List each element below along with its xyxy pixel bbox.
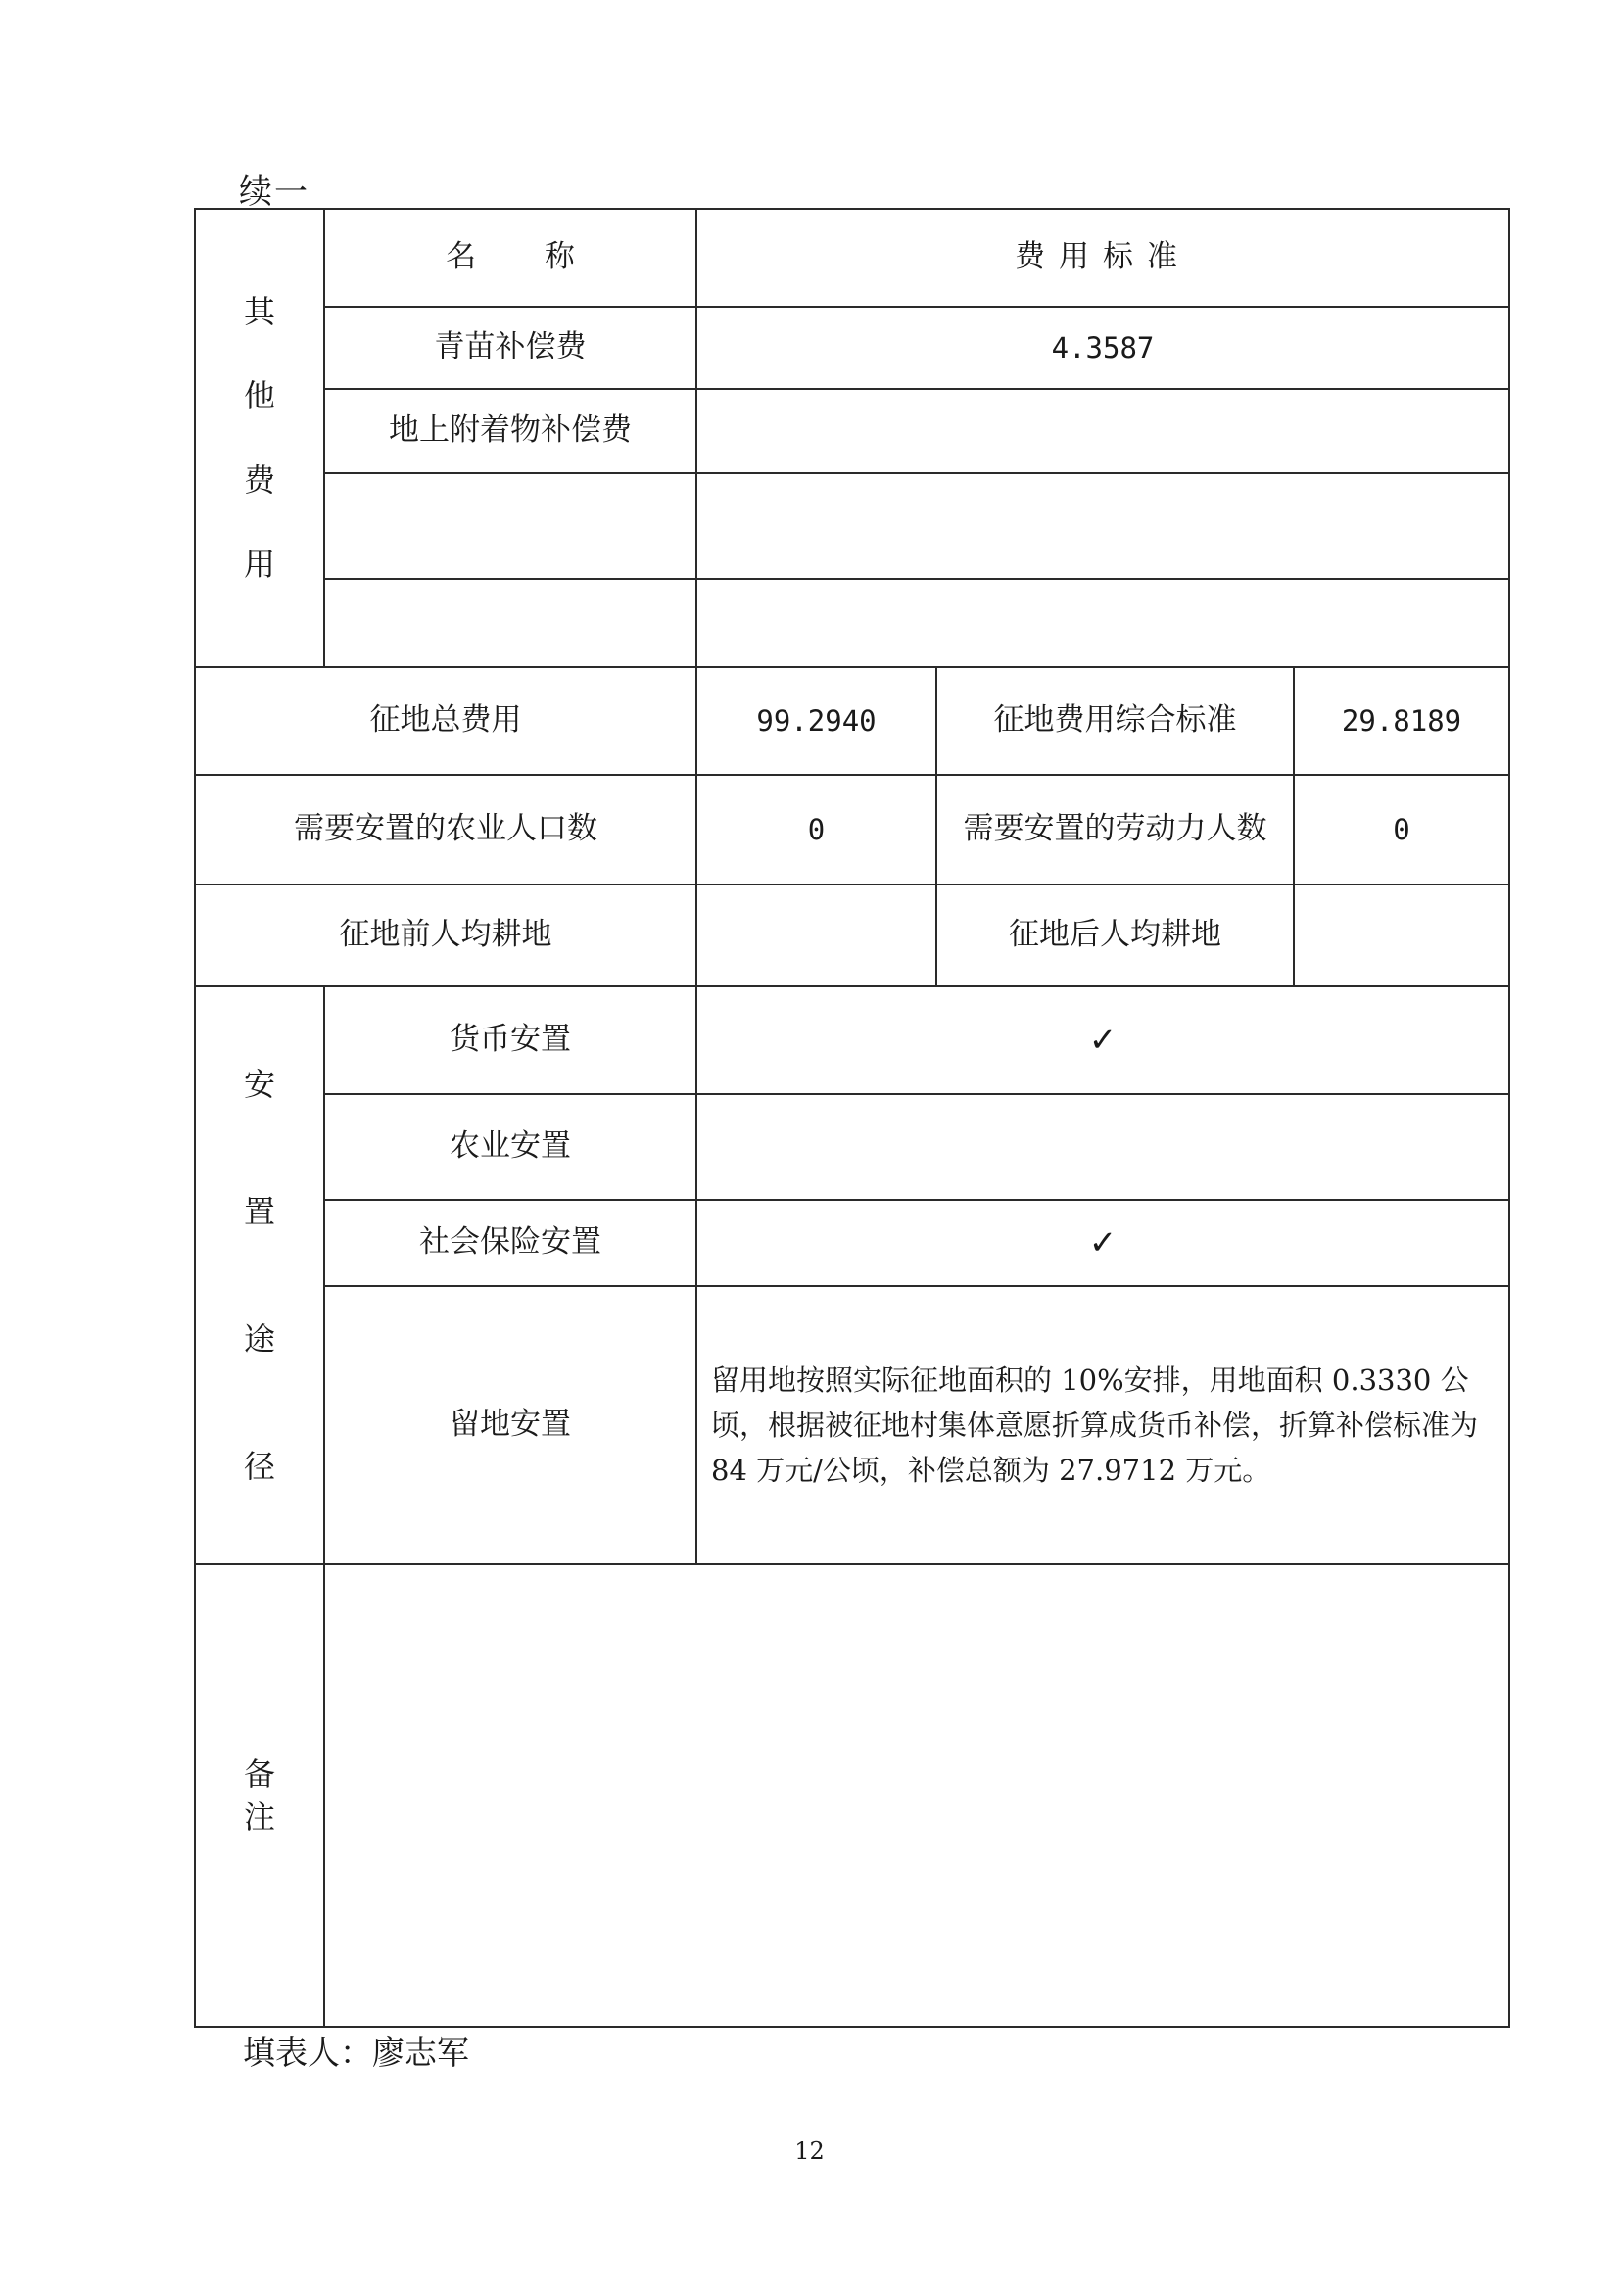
fee-value-cell xyxy=(696,473,1509,579)
checkmark-icon: ✓ xyxy=(696,986,1509,1094)
land-after-label: 征地后人均耕地 xyxy=(936,885,1294,986)
resettlement-value-cell xyxy=(696,1094,1509,1200)
remarks-row xyxy=(195,1564,1509,2027)
reserved-land-description: 留用地按照实际征地面积的 10%安排，用地面积 0.3330 公顷，根据被征地村集体意愿折算成货币补偿，折算补偿标准为 84 万元/公顷，补偿总额为 27.9712 万元。 xyxy=(696,1286,1509,1564)
land-before-label: 征地前人均耕地 xyxy=(195,885,696,986)
labor-count-value: 0 xyxy=(1294,775,1509,885)
table-row xyxy=(195,389,1509,473)
table-row xyxy=(195,579,1509,667)
table-row xyxy=(195,1094,1509,1200)
combined-standard-label: 征地费用综合标准 xyxy=(936,667,1294,775)
form-filler: 填表人：廖志军 xyxy=(243,2033,469,2072)
population-row xyxy=(195,775,1509,885)
resettlement-name-cell: 农业安置 xyxy=(324,1094,696,1200)
table-row xyxy=(195,1200,1509,1286)
table-row xyxy=(195,473,1509,579)
remarks-label xyxy=(195,1564,324,2027)
fee-name-cell: 青苗补偿费 xyxy=(324,307,696,389)
labor-count-label: 需要安置的劳动力人数 xyxy=(936,775,1294,885)
land-after-value xyxy=(1294,885,1509,986)
table-row xyxy=(195,1286,1509,1564)
other-fees-group-label xyxy=(195,209,324,667)
fee-value-cell: 4.3587 xyxy=(696,307,1509,389)
farmland-row xyxy=(195,885,1509,986)
resettlement-name-cell: 留地安置 xyxy=(324,1286,696,1564)
header-standard: 费用标准 xyxy=(696,209,1509,307)
checkmark-icon: ✓ xyxy=(696,1200,1509,1286)
resettlement-group-label xyxy=(195,986,324,1564)
resettlement-name-cell: 货币安置 xyxy=(324,986,696,1094)
total-fee-label: 征地总费用 xyxy=(195,667,696,775)
other-fees-group-text: 其 他 费 用 xyxy=(243,293,275,583)
fee-name-cell: 地上附着物补偿费 xyxy=(324,389,696,473)
remarks-content xyxy=(324,1564,1509,2027)
total-fee-value: 99.2940 xyxy=(696,667,936,775)
resettlement-name-cell: 社会保险安置 xyxy=(324,1200,696,1286)
fee-value-cell xyxy=(696,579,1509,667)
table-row xyxy=(195,986,1509,1094)
fee-name-cell xyxy=(324,579,696,667)
total-fee-row xyxy=(195,667,1509,775)
combined-standard-value: 29.8189 xyxy=(1294,667,1509,775)
continued-label: 续一 xyxy=(239,172,310,212)
table-row xyxy=(195,307,1509,389)
fee-name-cell xyxy=(324,473,696,579)
resettlement-group-text: 安 置 途 径 xyxy=(243,1066,275,1485)
fee-value-cell xyxy=(696,389,1509,473)
agri-population-value: 0 xyxy=(696,775,936,885)
land-before-value xyxy=(696,885,936,986)
land-acquisition-fee-table xyxy=(194,208,1510,2028)
header-name: 名 称 xyxy=(324,209,696,307)
page-number: 12 xyxy=(794,2137,825,2165)
remarks-label-text: 备 注 xyxy=(243,1755,275,1836)
other-fees-header-row xyxy=(195,209,1509,307)
agri-population-label: 需要安置的农业人口数 xyxy=(195,775,696,885)
